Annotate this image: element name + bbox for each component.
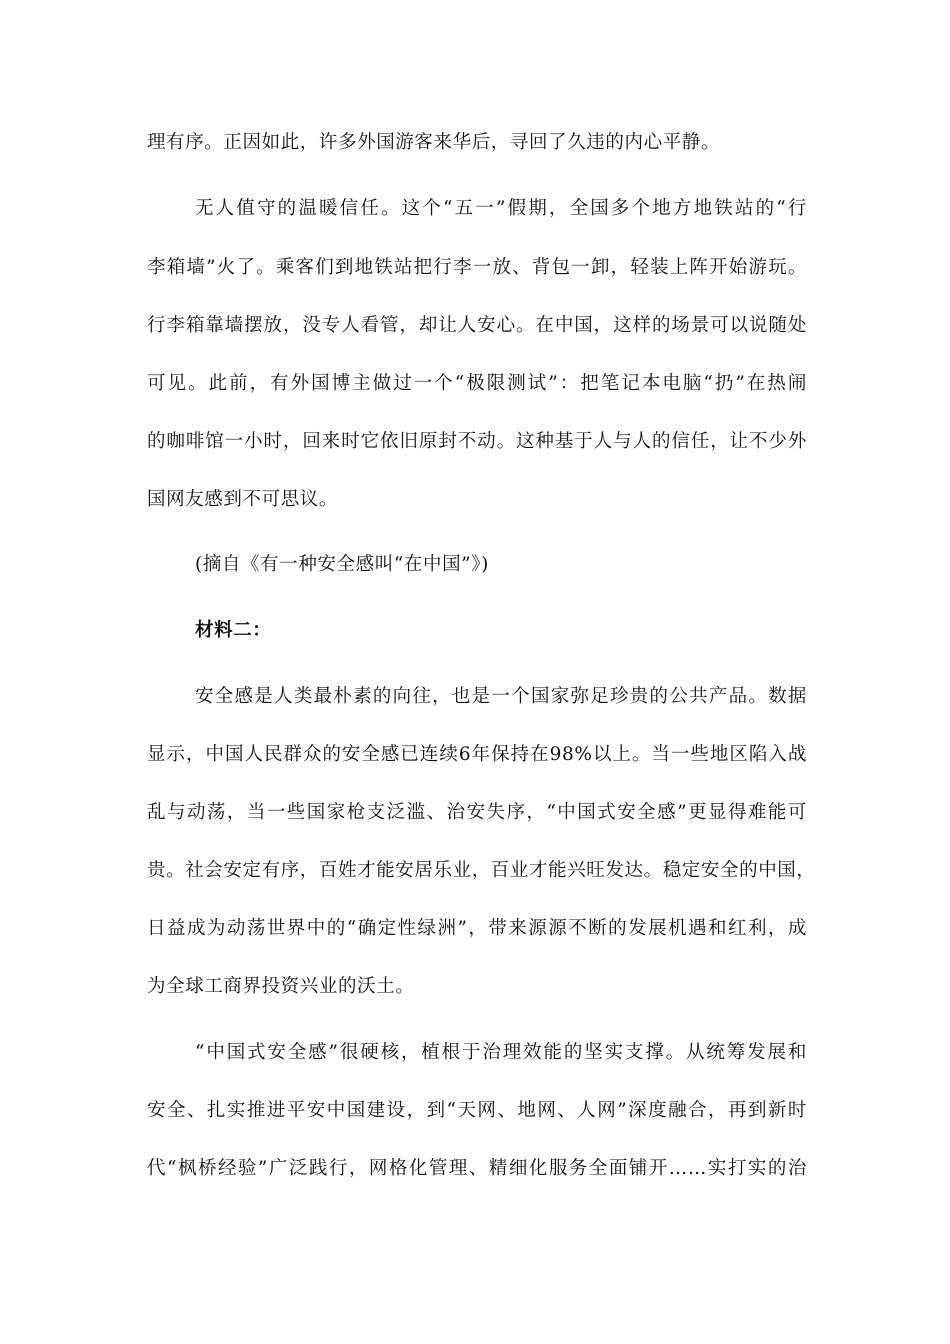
text-line: 为全球工商界投资兴业的沃土。 [147, 976, 415, 997]
text-line: 代“枫桥经验”广泛践行，网格化管理、精细化服务全面铺开……实打实的治 [147, 1158, 807, 1179]
paragraph-first-line: “中国式安全感”很硬核，植根于治理效能的坚实支撑。从统筹发展和 [195, 1042, 807, 1063]
text-line: 理有序。正因如此，许多外国游客来华后，寻回了久违的内心平静。 [147, 132, 721, 153]
paragraph-first-line: 安全感是人类最朴素的向往，也是一个国家弥足珍贵的公共产品。数据 [195, 686, 807, 707]
text-line: 国网友感到不可思议。 [147, 489, 339, 510]
text-line: 贵。社会安定有序，百姓才能安居乐业，百业才能兴旺发达。稳定安全的中国， [147, 860, 816, 881]
text-line: 日益成为动荡世界中的“确定性绿洲”，带来源源不断的发展机遇和红利，成 [147, 918, 807, 939]
text-line: 行李箱靠墙摆放，没专人看管，却让人安心。在中国，这样的场景可以说随处 [147, 315, 807, 336]
text-line: 的咖啡馆一小时，回来时它依旧原封不动。这种基于人与人的信任，让不少外 [147, 431, 807, 452]
source-citation: (摘自《有一种安全感叫“在中国”》) [195, 554, 489, 575]
text-line: 可见。此前，有外国博主做过一个“极限测试”：把笔记本电脑“扔”在热闹 [147, 373, 807, 394]
text-line: 乱与动荡，当一些国家枪支泛滥、治安失序，“中国式安全感”更显得难能可 [147, 802, 807, 823]
text-line: 李箱墙”火了。乘客们到地铁站把行李一放、背包一卸，轻装上阵开始游玩。 [147, 257, 807, 278]
section-heading: 材料二： [195, 620, 272, 641]
text-line: 显示，中国人民群众的安全感已连续6年保持在98%以上。当一些地区陷入战 [147, 744, 807, 765]
paragraph-first-line: 无人值守的温暖信任。这个“五一”假期，全国多个地方地铁站的“行 [195, 198, 807, 219]
text-line: 安全、扎实推进平安中国建设，到“天网、地网、人网”深度融合，再到新时 [147, 1100, 807, 1121]
